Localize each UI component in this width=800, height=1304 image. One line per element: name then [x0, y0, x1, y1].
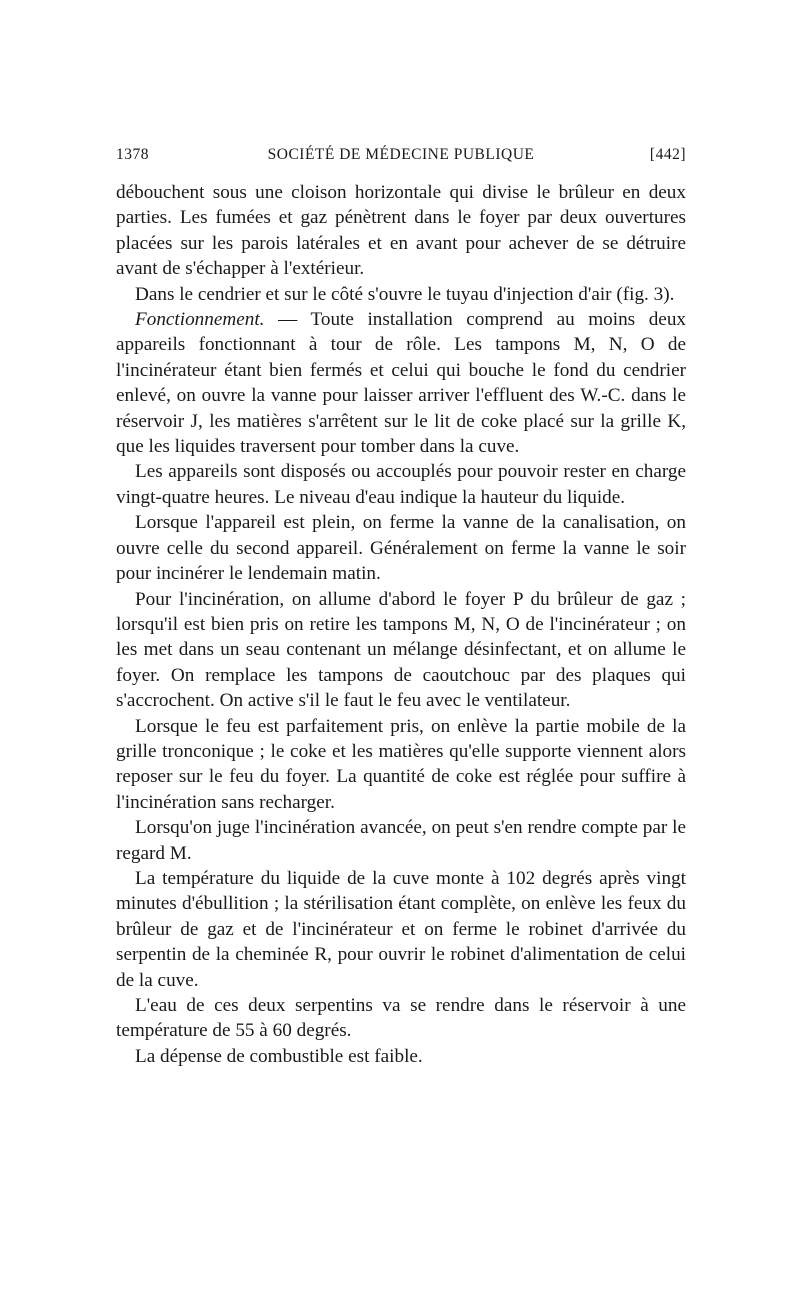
book-page: [116, 146, 686, 1069]
section-heading: Fonctionnement.: [135, 309, 265, 331]
paragraph: Dans le cendrier et sur le côté s'ouvre le tuyau d'injection d'air (fig. 3).: [135, 283, 675, 305]
paragraph: La température du liquide de la cuve monte à 102 degrés après vingt minutes d'ébullition ; la stérilisation étant complète, on enlève les feux du brûleur de gaz et de l'incinérateur et on ferme le robinet d'arrivée du serpentin de la cheminée R, pour ouvrir le robinet d'alimentation de celui de la cuve.: [116, 867, 686, 991]
paragraph: La dépense de combustible est faible.: [135, 1045, 423, 1067]
paragraph: Lorsque le feu est parfaitement pris, on enlève la partie mobile de la grille tronconique ; le coke et les matières qu'elle supporte viennent alors reposer sur le feu du foyer. La quantité de coke est réglée pour suffire à l'incinération sans recharger.: [116, 715, 686, 813]
running-title: SOCIÉTÉ DE MÉDECINE PUBLIQUE: [267, 146, 535, 163]
paragraph-text: — Toute installation comprend au moins deux appareils fonctionnant à tour de rôle. Les tampons M, N, O de l'incinérateur étant bien fermés et celui qui bouche le fond du cendrier enlevé, on ouvre la vanne pour laisser arriver l'effluent des W.-C. dans le réservoir J, les matières s'arrêtent sur le lit de coke placé sur la grille K, que les liquides traversent pour tomber dans la cuve.: [116, 309, 687, 458]
paragraph-fonctionnement: [116, 307, 686, 459]
paragraph: Pour l'incinération, on allume d'abord le foyer P du brûleur de gaz ; lorsqu'il est bien pris on retire les tampons M, N, O de l'incinérateur ; on les met dans un seau contenant un mélange désinfectant, et on allume le foyer. On remplace les tampons de caoutchouc par des plaques qui s'accrochent. On active s'il le faut le feu avec le ventilateur.: [116, 588, 686, 712]
paragraph: Lorsque l'appareil est plein, on ferme la vanne de la canalisation, on ouvre celle du second appareil. Généralement on ferme la vanne le soir pour incinérer le lendemain matin.: [116, 512, 686, 585]
paragraph: Les appareils sont disposés ou accouplés pour pouvoir rester en charge vingt-quatre heures. Le niveau d'eau indique la hauteur du liquide.: [116, 461, 686, 508]
paragraph: débouchent sous une cloison horizontale qui divise le brûleur en deux parties. Les fumées et gaz pénètrent dans le foyer par deux ouvertures placées sur les parois latérales et en avant pour achever de se détruire avant de s'échapper à l'extérieur.: [116, 182, 686, 280]
page-reference: [442]: [649, 146, 686, 163]
paragraph: L'eau de ces deux serpentins va se rendre dans le réservoir à une température de 55 à 60 degrés.: [116, 995, 686, 1042]
running-head: [116, 146, 686, 170]
page-number: 1378: [116, 146, 149, 163]
paragraph: Lorsqu'on juge l'incinération avancée, on peut s'en rendre compte par le regard M.: [116, 817, 686, 864]
body-text: [116, 180, 686, 1069]
